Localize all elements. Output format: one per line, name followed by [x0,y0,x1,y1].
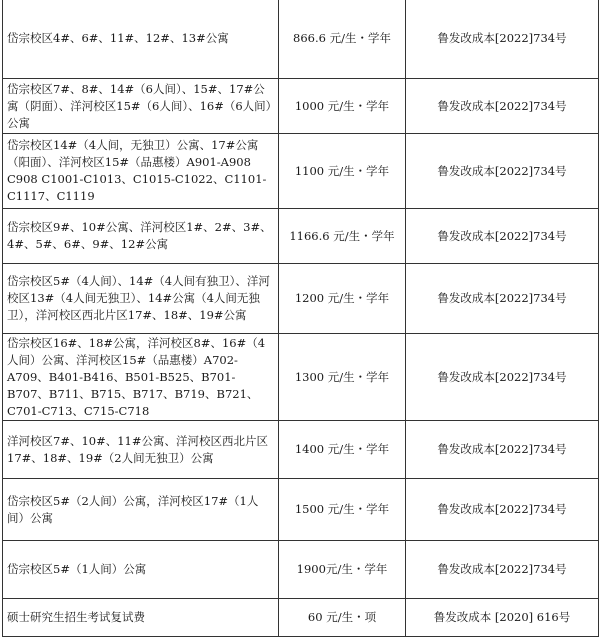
table-row [3,541,599,599]
dorm-description: 岱宗校区5#（2人间）公寓，洋河校区17#（1人间）公寓 [3,479,279,541]
fee-standard: 1400 元/生・学年 [279,421,406,479]
fee-standard: 1200 元/生・学年 [279,264,406,334]
fee-table [2,0,599,637]
dorm-description: 岱宗校区9#、10#公寓、洋河校区1#、2#、3#、4#、5#、6#、9#、12#公寓 [3,209,279,264]
fee-standard: 1500 元/生・学年 [279,479,406,541]
fee-basis-document: 鲁发改成本[2022]734号 [406,79,599,134]
fee-standard: 1166.6 元/生・学年 [279,209,406,264]
fee-standard: 1100 元/生・学年 [279,134,406,209]
table-row [3,79,599,134]
fee-standard: 1900元/生・学年 [279,541,406,599]
dorm-description: 岱宗校区4#、6#、11#、12#、13#公寓 [3,0,279,79]
dorm-description: 岱宗校区5#（1人间）公寓 [3,541,279,599]
table-row [3,209,599,264]
dorm-description: 洋河校区7#、10#、11#公寓、洋河校区西北片区17#、18#、19#（2人间无独卫）公寓 [3,421,279,479]
fee-basis-document: 鲁发改成本[2022]734号 [406,0,599,79]
fee-standard: 1300 元/生・学年 [279,334,406,421]
fee-item-description: 硕士研究生招生考试复试费 [3,599,279,637]
table-row [3,599,599,637]
dorm-description: 岱宗校区14#（4人间，无独卫）公寓、17#公寓（阳面）、洋河校区15#（品惠楼）A901-A908 C908 C1001-C1013、C1015-C1022、C1101-C1117、C1119 [3,134,279,209]
fee-standard: 866.6 元/生・学年 [279,0,406,79]
table-row [3,134,599,209]
table-row [3,264,599,334]
fee-basis-document: 鲁发改成本[2022]734号 [406,421,599,479]
fee-basis-document: 鲁发改成本[2022]734号 [406,334,599,421]
dorm-description: 岱宗校区7#、8#、14#（6人间）、15#、17#公寓（阴面）、洋河校区15#（6人间）、16#（6人间）公寓 [3,79,279,134]
fee-basis-document: 鲁发改成本[2022]734号 [406,209,599,264]
table-row [3,479,599,541]
dorm-description: 岱宗校区5#（4人间）、14#（4人间有独卫）、洋河校区13#（4人间无独卫）、14#公寓（4人间无独卫），洋河校区西北片区17#、18#、19#公寓 [3,264,279,334]
fee-basis-document: 鲁发改成本[2022]734号 [406,541,599,599]
table-row [3,334,599,421]
table-row [3,0,599,79]
fee-basis-document: 鲁发改成本[2022]734号 [406,479,599,541]
fee-standard: 60 元/生・项 [279,599,406,637]
dorm-description: 岱宗校区16#、18#公寓，洋河校区8#、16#（4人间）公寓、洋河校区15#（品惠楼）A702-A709、B401-B416、B501-B525、B701-B707、B711、B715、B717、B719、B721、C701-C713、C715-C718 [3,334,279,421]
fee-basis-document: 鲁发改成本 [2020] 616号 [406,599,599,637]
table-row [3,421,599,479]
fee-standard: 1000 元/生・学年 [279,79,406,134]
fee-basis-document: 鲁发改成本[2022]734号 [406,134,599,209]
fee-basis-document: 鲁发改成本[2022]734号 [406,264,599,334]
